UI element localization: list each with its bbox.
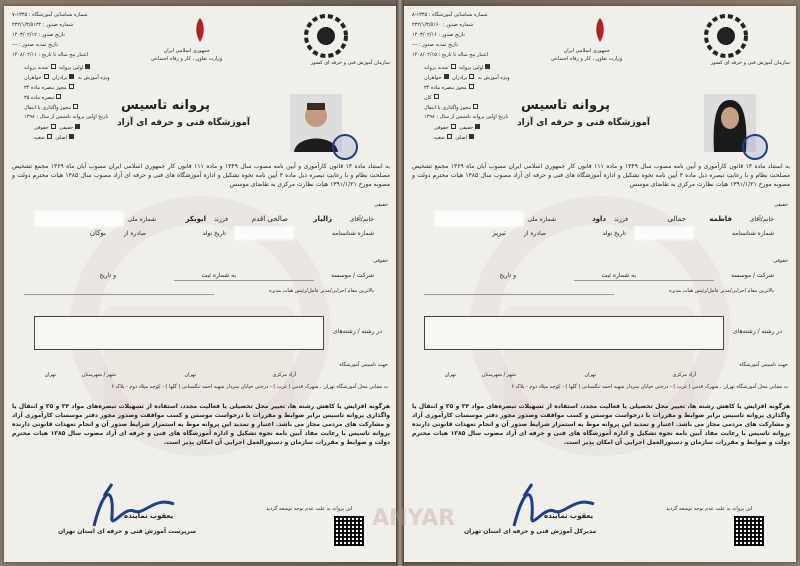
- first-name: صالحی اقدم: [251, 215, 288, 223]
- org-name: سازمان آموزش فنی و حرفه ای کشور: [710, 60, 790, 66]
- field-box: [34, 316, 324, 350]
- serial-number: شماره شناسایی آموزشگاه : ۱۳۴۵-۷: [12, 12, 88, 18]
- address-type: آزاد مرکزی: [272, 372, 296, 378]
- label-national-id: شماره ملی: [527, 216, 556, 223]
- label-issued: صادره از: [123, 230, 146, 237]
- legal-paragraph: به استناد ماده ۱۳ قانون کارآموزی و آیین نامه مصوب سال ۱۳۴۹ و ماده ۱۱۱ قانون کار جمهوری اسلامی ایران مصوب آبان ماه ۱۳۶۹ مجمع تشخیص مصلحت نظام و با رعایت تبصره ذیل ماده ۳ آیین نامه نحوه تشکیل و اداره آموزشگاه های فنی و حرفه ای آزاد مصوب سال ۱۳۸۵ هیات محترم دولت و مصوبه مورخ ۱۳۹۱/۱/۲۱ هیات نظارت مرکزی به تقاضای موسس: [12, 163, 390, 188]
- gov-line-1: جمهوری اسلامی ایران: [563, 48, 610, 54]
- qr-code-icon: [734, 516, 764, 546]
- certificate-title: پروانه تاسیس: [520, 98, 610, 113]
- extend-date: تاریخ تمدید صدور : ---: [412, 42, 459, 48]
- organization-logo-icon: [704, 14, 748, 58]
- section-natural: حقیقی: [774, 202, 788, 208]
- label-ceo: بالاترین مقام اجرایی/مدیر عامل/رئیس هیات مدیره: [668, 288, 774, 294]
- signer-title: سرپرست آموزش فنی و حرفه ای استان تهران: [58, 528, 197, 535]
- note-small: این پروانه به علت عدم توجه توسعه گردید: [666, 506, 753, 512]
- gov-line-2: وزارت تعاون ، کار و رفاه اجتماعی: [150, 56, 222, 62]
- label-birth: تاریخ تولد: [602, 230, 626, 237]
- transfer-option: مجوز واگذاری یا انتقال: [24, 104, 80, 111]
- binder-fold: [396, 0, 404, 566]
- ceo-line: [424, 294, 614, 295]
- valid-until: اعتبار پنج ساله تا تاریخ : ۱۴۰۸/۰۲/۱۱: [12, 52, 89, 58]
- label-id-no: شماره شناسنامه: [331, 230, 374, 237]
- father-name: داود: [592, 215, 606, 223]
- field-box: [424, 316, 724, 350]
- label-address: جهت تاسیس آموزشگاه: [339, 362, 388, 368]
- redacted-id: [34, 211, 124, 227]
- type-option: حقیقی حقوقی: [34, 124, 82, 131]
- label-date: و تاریخ: [99, 272, 116, 279]
- issue-number: شماره صدور : ۲۳۲/۱/۳/۵۱۳۲: [12, 22, 74, 28]
- label-field: در رشته / رشته‌های: [333, 328, 382, 335]
- issue-date: تاریخ صدور : ۱۴۰۳/۰۲/۱۲: [12, 32, 65, 38]
- label-date: و تاریخ: [499, 272, 516, 279]
- type-option: حقیقی حقوقی: [434, 124, 482, 131]
- label-address: جهت تاسیس آموزشگاه: [739, 362, 788, 368]
- signer-title: مدیرکل آموزش فنی و حرفه ای استان تهران: [464, 528, 597, 535]
- gov-line-1: جمهوری اسلامی ایران: [163, 48, 210, 54]
- org-name: سازمان آموزش فنی و حرفه ای کشور: [310, 60, 390, 66]
- label-birth: تاریخ تولد: [202, 230, 226, 237]
- label-national-id: شماره ملی: [127, 216, 156, 223]
- label-father: فرزند: [214, 216, 228, 223]
- last-name: جمالی: [667, 215, 686, 223]
- footer-paragraph: هرگونه افزایش یا کاهش رشته ها، تغییر محل تحصیلی یا فعالیت مجدد، استفاده از تسهیلات تبصره‌های مواد ۳۴ و ۳۵ و انتقال یا واگذاری پروانه تاسیس برابر ضوابط و مقررات با درخواست موسس و کسب موافقت وصدور مجوز دفتر موسسات کارآموزی آزاد و مشارکت های مردمی مجاز می باشد. اعتبار و تمدید این پروانه موط به استمرار شرایط صدور آن و انجام تعهدات قانونی دارنده پروانه تاسیس با رعایت مفاد آیین نامه نحوه تشکیل و اداره آموزشگاه های فنی و حرفه ای آزاد مصوب سال ۱۳۸۵ هیات محترم دولت و ضوابط و مقررات سازمان و دستورالعمل اجرایی آن امکان پذیر است.: [12, 403, 390, 446]
- first-date: تاریخ اولین پروانه تاسیس از سال : ۱۳۹۸: [424, 114, 509, 120]
- signer-name: یعقوب نماینده: [124, 512, 174, 520]
- iran-emblem-icon: [186, 16, 214, 44]
- label-father: فرزند: [614, 216, 628, 223]
- city-2: تهران: [44, 372, 56, 378]
- permit-option-2: تبصره ماده ۳۵: [24, 94, 63, 101]
- issue-number: شماره صدور : ۲۳۲/۱/۳/۵۱۶۰: [412, 22, 474, 28]
- official-stamp: [742, 134, 768, 160]
- issue-date: تاریخ صدور : ۱۴۰۳/۰۲/۱۶: [412, 32, 465, 38]
- city-1: تهران: [584, 372, 596, 378]
- city-1: تهران: [184, 372, 196, 378]
- label-company: شرکت / موسسه: [731, 272, 774, 279]
- permit-option-2: کان: [424, 94, 441, 101]
- address-type: آزاد مرکزی: [672, 372, 696, 378]
- address-line: به نشانی محل آموزشگاه تهران ، شهرک قدس ( غرب ) - درختی خیابان سردار شهید احمد تنگستانی ( گلها ) - کوچه میلاد دوم - پلاک ۶: [111, 384, 388, 390]
- permit-option: مجوز تبصره ماده ۳۴: [24, 84, 76, 91]
- company-line: [174, 280, 314, 281]
- first-issue-option: اولین پروانه تمدید پروانه: [24, 64, 92, 71]
- ceo-line: [24, 294, 214, 295]
- company-line: [574, 280, 714, 281]
- branch-option: اصلی شعبه: [434, 134, 476, 141]
- iran-emblem-icon: [586, 16, 614, 44]
- transfer-option: مجوز واگذاری یا انتقال: [424, 104, 480, 111]
- redacted-idno: [634, 226, 694, 240]
- city-label: شهر / شهرستان: [81, 372, 116, 378]
- organization-logo-icon: [304, 14, 348, 58]
- city-label: شهر / شهرستان: [481, 372, 516, 378]
- label-company: شرکت / موسسه: [331, 272, 374, 279]
- label-field: در رشته / رشته‌های: [733, 328, 782, 335]
- certificate-title: پروانه تاسیس: [120, 98, 210, 113]
- label-issued: صادره از: [523, 230, 546, 237]
- label-name: خانم/آقای: [349, 216, 374, 223]
- branch-option: اصلی شعبه: [34, 134, 76, 141]
- last-name: زالیار: [313, 215, 332, 223]
- watermark-text: ANYAR: [372, 506, 456, 531]
- permit-option: مجوز تبصره ماده ۳۴: [424, 84, 476, 91]
- certificate-left: [4, 6, 396, 562]
- legal-paragraph: به استناد ماده ۱۳ قانون کارآموزی و آیین نامه مصوب سال ۱۳۴۹ و ماده ۱۱۱ قانون کار جمهوری اسلامی ایران مصوب آبان ماه ۱۳۶۹ مجمع تشخیص مصلحت نظام و با رعایت تبصره ذیل ماده ۳ آیین نامه نحوه تشکیل و اداره آموزشگاه های فنی و حرفه ای آزاد مصوب سال ۱۳۸۵ هیات محترم دولت و مصوبه مورخ ۱۳۹۱/۱/۲۱ هیات نظارت مرکزی به تقاضای موسس: [412, 163, 790, 188]
- section-natural: حقیقی: [374, 202, 388, 208]
- qr-code-icon: [334, 516, 364, 546]
- footer-paragraph: هرگونه افزایش یا کاهش رشته ها، تغییر محل تحصیلی یا فعالیت مجدد، استفاده از تسهیلات تبصره‌های مواد ۳۴ و ۳۵ و انتقال یا واگذاری پروانه تاسیس برابر ضوابط و مقررات با درخواست موسس و کسب موافقت وصدور مجوز دفتر موسسات کارآموزی آزاد و مشارکت های مردمی مجاز می باشد. اعتبار و تمدید این پروانه موط به استمرار شرایط صدور آن و انجام تعهدات قانونی دارنده پروانه تاسیس با رعایت مفاد آیین نامه نحوه تشکیل و اداره آموزشگاه های فنی و حرفه ای آزاد مصوب سال ۱۳۸۵ هیات محترم دولت و ضوابط و مقررات سازمان و دستورالعمل اجرایی آن امکان پذیر است.: [412, 403, 790, 446]
- section-legal: حقوقی: [373, 258, 388, 264]
- father-name: ابوبکر: [185, 215, 206, 223]
- label-reg: به شماره ثبت: [201, 272, 236, 279]
- gender-option: ویژه آموزش به برادران خواهران: [424, 75, 510, 81]
- certificate-subtitle: آموزشگاه فنی و حرفه ای آزاد: [517, 118, 650, 128]
- valid-until: اعتبار پنج ساله تا تاریخ : ۱۴۰۸/۰۲/۱۵: [412, 52, 489, 58]
- first-issue-option: اولین پروانه تمدید پروانه: [424, 64, 492, 71]
- gender-option: ویژه آموزش به برادران خواهران: [24, 75, 110, 81]
- section-legal: حقوقی: [773, 258, 788, 264]
- serial-number: شماره شناسایی آموزشگاه : ۱۳۴۵-۸: [412, 12, 488, 18]
- certificate-subtitle: آموزشگاه فنی و حرفه ای آزاد: [117, 118, 250, 128]
- issued-from: بوکان: [89, 229, 106, 237]
- signature-mark: [504, 476, 604, 536]
- first-date: تاریخ اولین پروانه تاسیس از سال : ۱۳۹۸: [24, 114, 109, 120]
- label-reg: به شماره ثبت: [601, 272, 636, 279]
- issued-from: تبریز: [492, 229, 506, 237]
- certificate-right: [404, 6, 796, 562]
- note-small: این پروانه به علت عدم توجه توسعه گردید: [266, 506, 353, 512]
- gov-line-2: وزارت تعاون ، کار و رفاه اجتماعی: [550, 56, 622, 62]
- signer-name: یعقوب نماینده: [544, 512, 594, 520]
- label-name: خانم/آقای: [749, 216, 774, 223]
- redacted-id: [434, 211, 524, 227]
- address-line: به نشانی محل آموزشگاه تهران ، شهرک قدس ( غرب ) - درختی خیابان سردار شهید احمد تنگستانی ( گلها ) - کوچه میلاد دوم - پلاک ۶: [511, 384, 788, 390]
- redacted-idno: [234, 226, 294, 240]
- official-stamp: [332, 134, 358, 160]
- signature-mark: [84, 476, 184, 536]
- city-2: تهران: [444, 372, 456, 378]
- extend-date: تاریخ تمدید صدور : ---: [12, 42, 59, 48]
- first-name: فاطمه: [709, 215, 732, 223]
- label-id-no: شماره شناسنامه: [731, 230, 774, 237]
- label-ceo: بالاترین مقام اجرایی/مدیر عامل/رئیس هیات مدیره: [268, 288, 374, 294]
